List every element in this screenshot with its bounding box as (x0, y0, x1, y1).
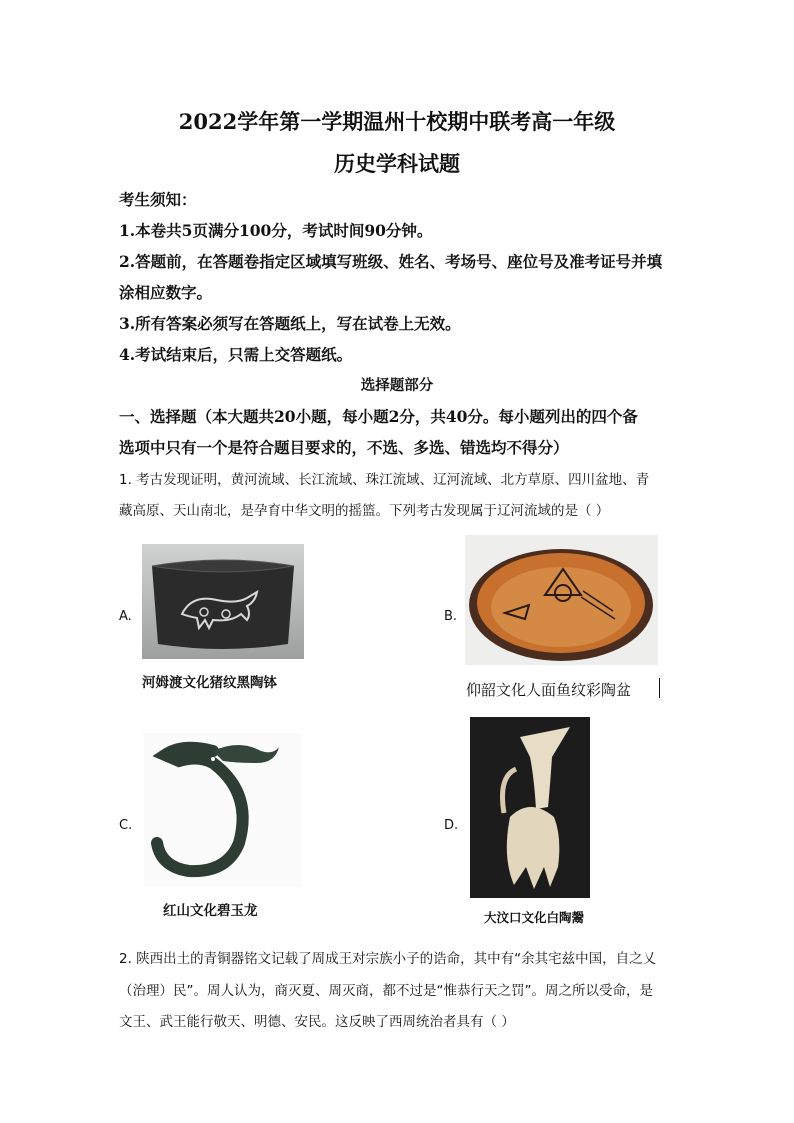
question-2-text: （治理）民”。周人认为，商灭夏、周灭商，都不过是“惟恭行天之罚”。周之所以受命，是 (119, 983, 653, 999)
question-2-text: 2. 陕西出土的青铜器铭文记载了周成王对宗族小子的诰命，其中有“余其宅兹中国，自之乂 (119, 951, 657, 967)
text-cursor (659, 678, 660, 698)
notice-item: 3.所有答案必须写在答题纸上，写在试卷上无效。 (119, 314, 461, 333)
question-1-text: 1. 考古发现证明，黄河流域、长江流域、珠江流域、辽河流域、北方草原、四川盆地、青 (119, 472, 650, 488)
option-c-caption: 红山文化碧玉龙 (163, 903, 258, 919)
notice-heading: 考生须知： (119, 190, 197, 209)
notice-item: 1.本卷共5页满分100分，考试时间90分钟。 (119, 221, 433, 240)
jade-dragon-image (143, 733, 301, 887)
option-d-letter[interactable]: D. (444, 818, 459, 833)
exam-title: 2022学年第一学期温州十校期中联考高一年级 (178, 109, 616, 134)
notice-item: 涂相应数字。 (119, 283, 213, 302)
painted-basin-image (465, 535, 658, 665)
option-a-letter[interactable]: A. (119, 609, 132, 624)
question-1-text: 藏高原、天山南北，是孕育中华文明的摇篮。下列考古发现属于辽河流域的是（ ） (119, 503, 610, 519)
notice-item: 4.考试结束后，只需上交答题纸。 (119, 345, 353, 364)
option-b-caption: 仰韶文化人面鱼纹彩陶盆 (466, 681, 632, 699)
option-b-letter[interactable]: B. (444, 609, 458, 624)
section-instruction: 选项中只有一个是符合题目要求的，不选、多选、错选均不得分） (119, 438, 569, 457)
option-d-caption: 大汶口文化白陶鬶 (484, 910, 585, 925)
pottery-bowl-image (142, 544, 304, 659)
option-c-letter[interactable]: C. (119, 818, 133, 833)
notice-item: 2.答题前，在答题卷指定区域填写班级、姓名、考场号、座位号及准考证号并填 (119, 252, 663, 271)
question-2-text: 文王、武王能行敬天、明德、安民。这反映了西周统治者具有（ ） (119, 1014, 515, 1030)
section-instruction: 一、选择题（本大题共20小题，每小题2分，共40分。每小题列出的四个备 (119, 407, 638, 426)
exam-subtitle: 历史学科试题 (334, 151, 460, 176)
option-a-caption: 河姆渡文化猪纹黑陶钵 (142, 675, 277, 691)
section-title: 选择题部分 (360, 377, 434, 394)
white-pottery-gui-image (470, 717, 590, 898)
